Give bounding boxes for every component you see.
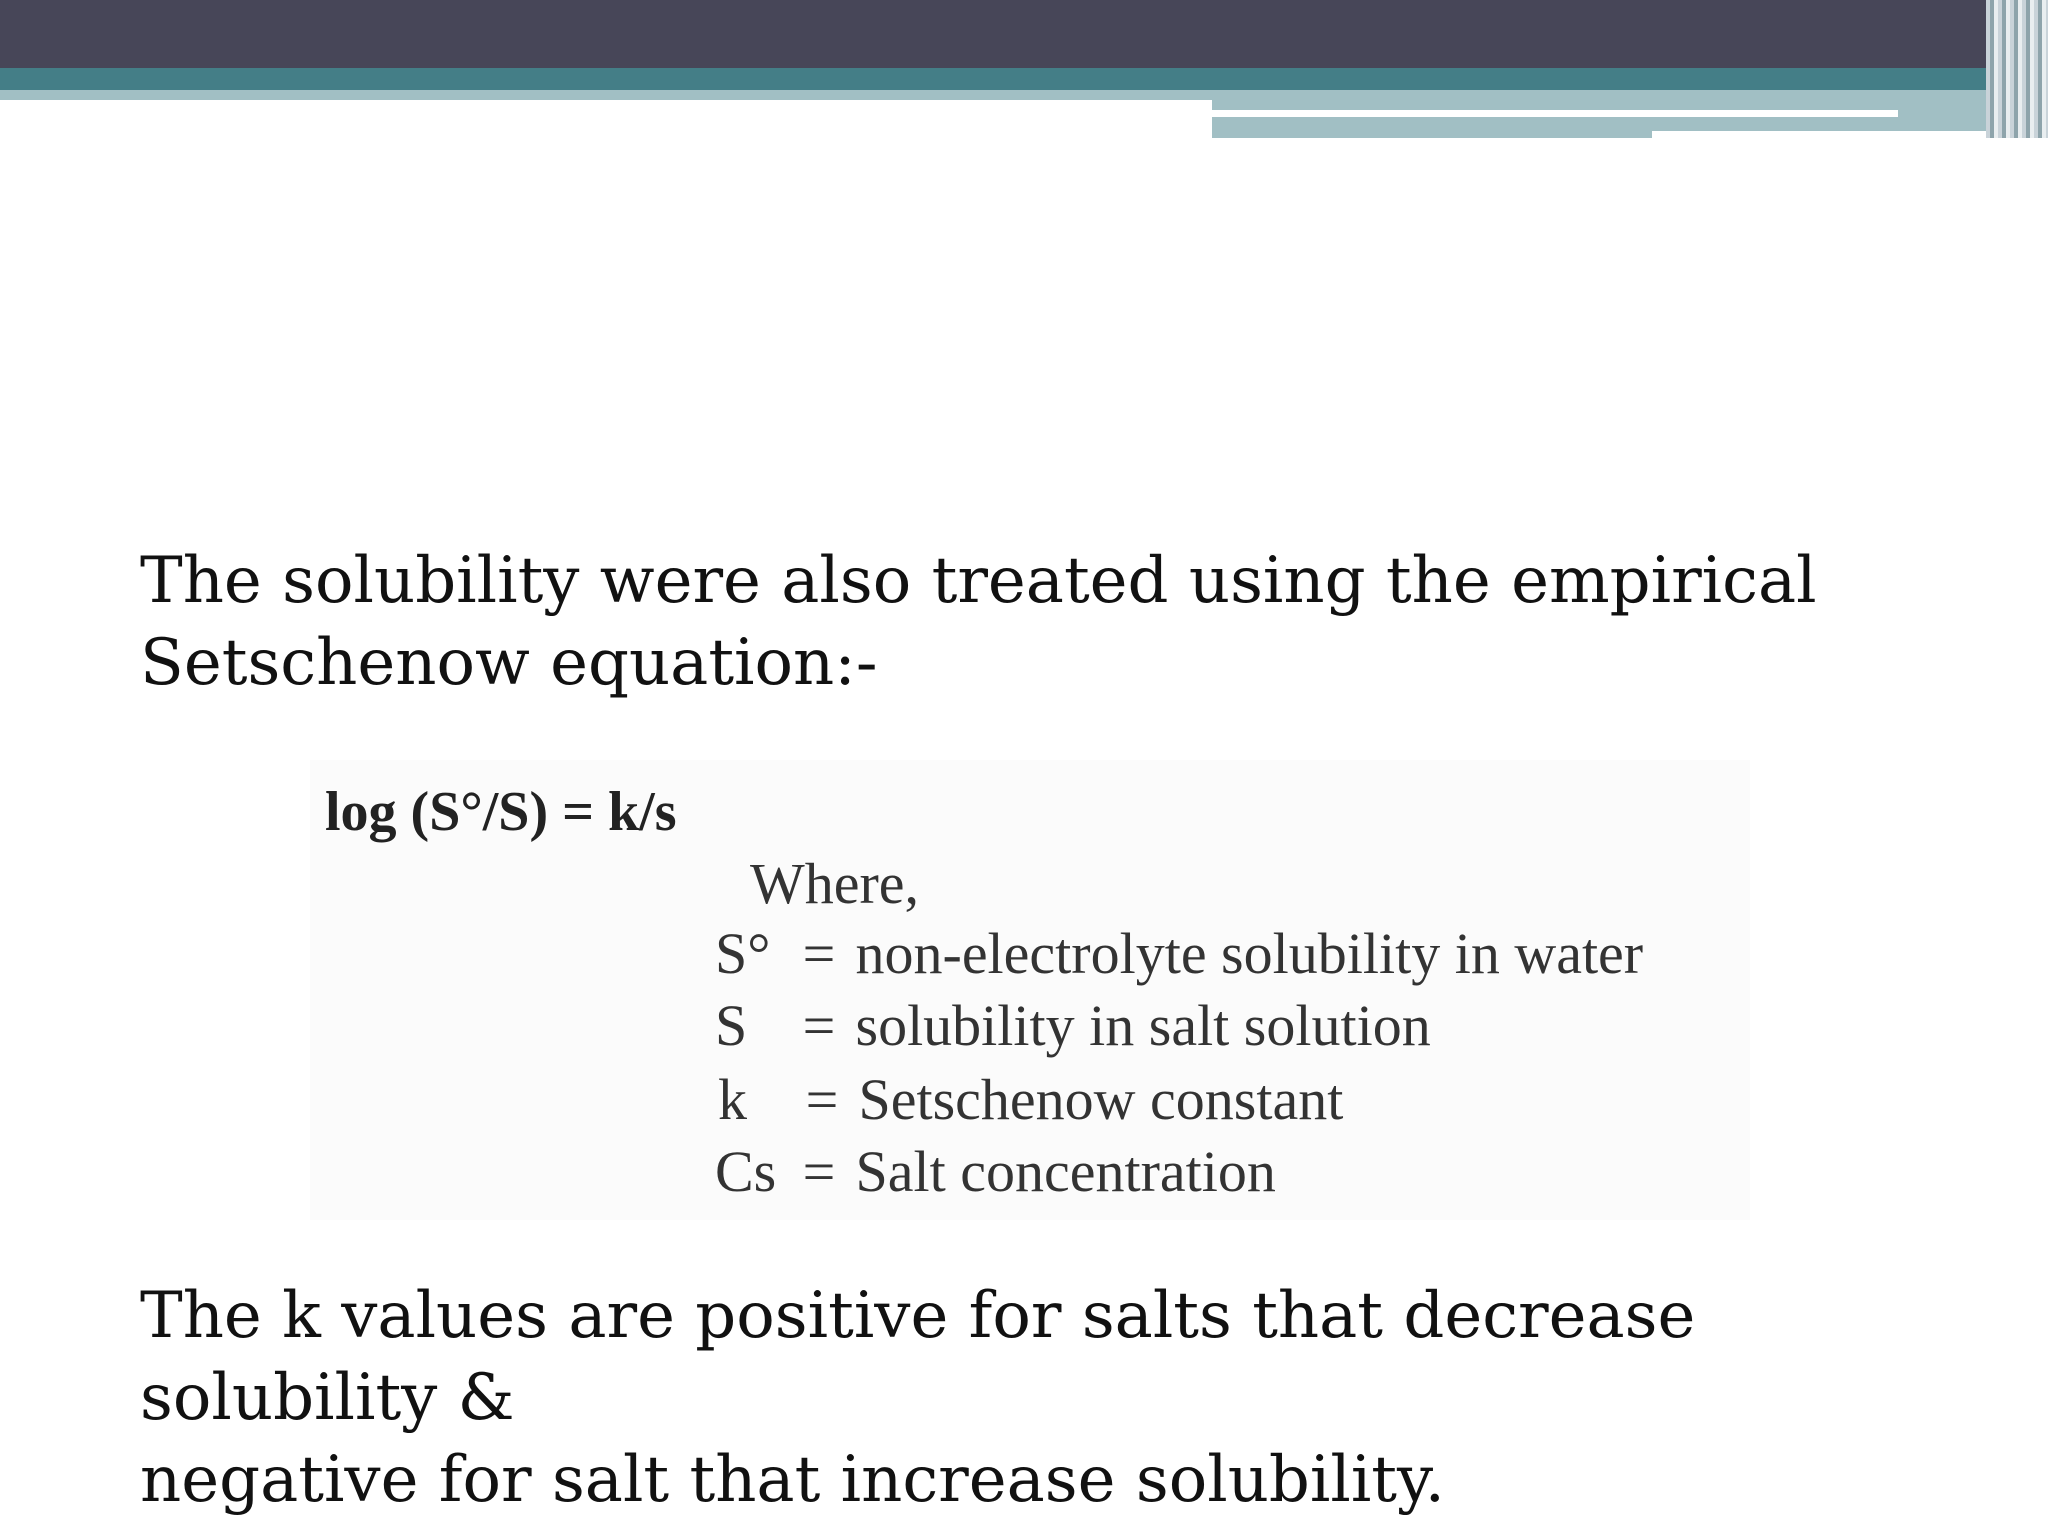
closing-line: The k values are positive for salts that decrease solubility & bbox=[140, 1279, 1696, 1435]
definition-meaning: Setschenow constant bbox=[858, 1067, 1344, 1132]
header-accent-line bbox=[1212, 110, 1898, 117]
definition-row bbox=[715, 920, 1643, 987]
definition-symbol: Cs bbox=[715, 1139, 777, 1204]
header-corner-bars bbox=[1986, 0, 2048, 138]
where-label: Where, bbox=[750, 851, 920, 916]
definition-meaning: Salt concentration bbox=[855, 1139, 1276, 1204]
definition-row bbox=[715, 992, 1431, 1059]
closing-paragraph bbox=[140, 1275, 2000, 1521]
formula-image bbox=[310, 760, 1750, 1220]
definition-row bbox=[718, 1066, 1343, 1133]
definition-meaning: non-electrolyte solubility in water bbox=[855, 921, 1644, 986]
intro-paragraph bbox=[140, 540, 2000, 704]
definition-row bbox=[715, 1138, 1276, 1205]
definition-equals: = bbox=[802, 921, 836, 986]
definition-equals: = bbox=[802, 1139, 836, 1204]
definition-symbol: S° bbox=[715, 921, 771, 986]
header-dark-band bbox=[0, 0, 2048, 68]
definition-symbol: S bbox=[715, 993, 748, 1058]
definition-equals: = bbox=[805, 1067, 839, 1132]
setschenow-equation: log (S°/S) = k/s bbox=[325, 781, 677, 843]
header-light-band-left bbox=[0, 90, 1212, 100]
intro-line: The solubility were also treated using the empirical bbox=[140, 544, 1817, 618]
intro-line: Setschenow equation:- bbox=[140, 626, 878, 700]
definition-equals: = bbox=[802, 993, 836, 1058]
definition-meaning: solubility in salt solution bbox=[855, 993, 1431, 1058]
header-teal-band bbox=[0, 68, 2048, 90]
closing-line: negative for salt that increase solubility. bbox=[140, 1443, 1445, 1517]
definition-symbol: k bbox=[718, 1067, 747, 1132]
